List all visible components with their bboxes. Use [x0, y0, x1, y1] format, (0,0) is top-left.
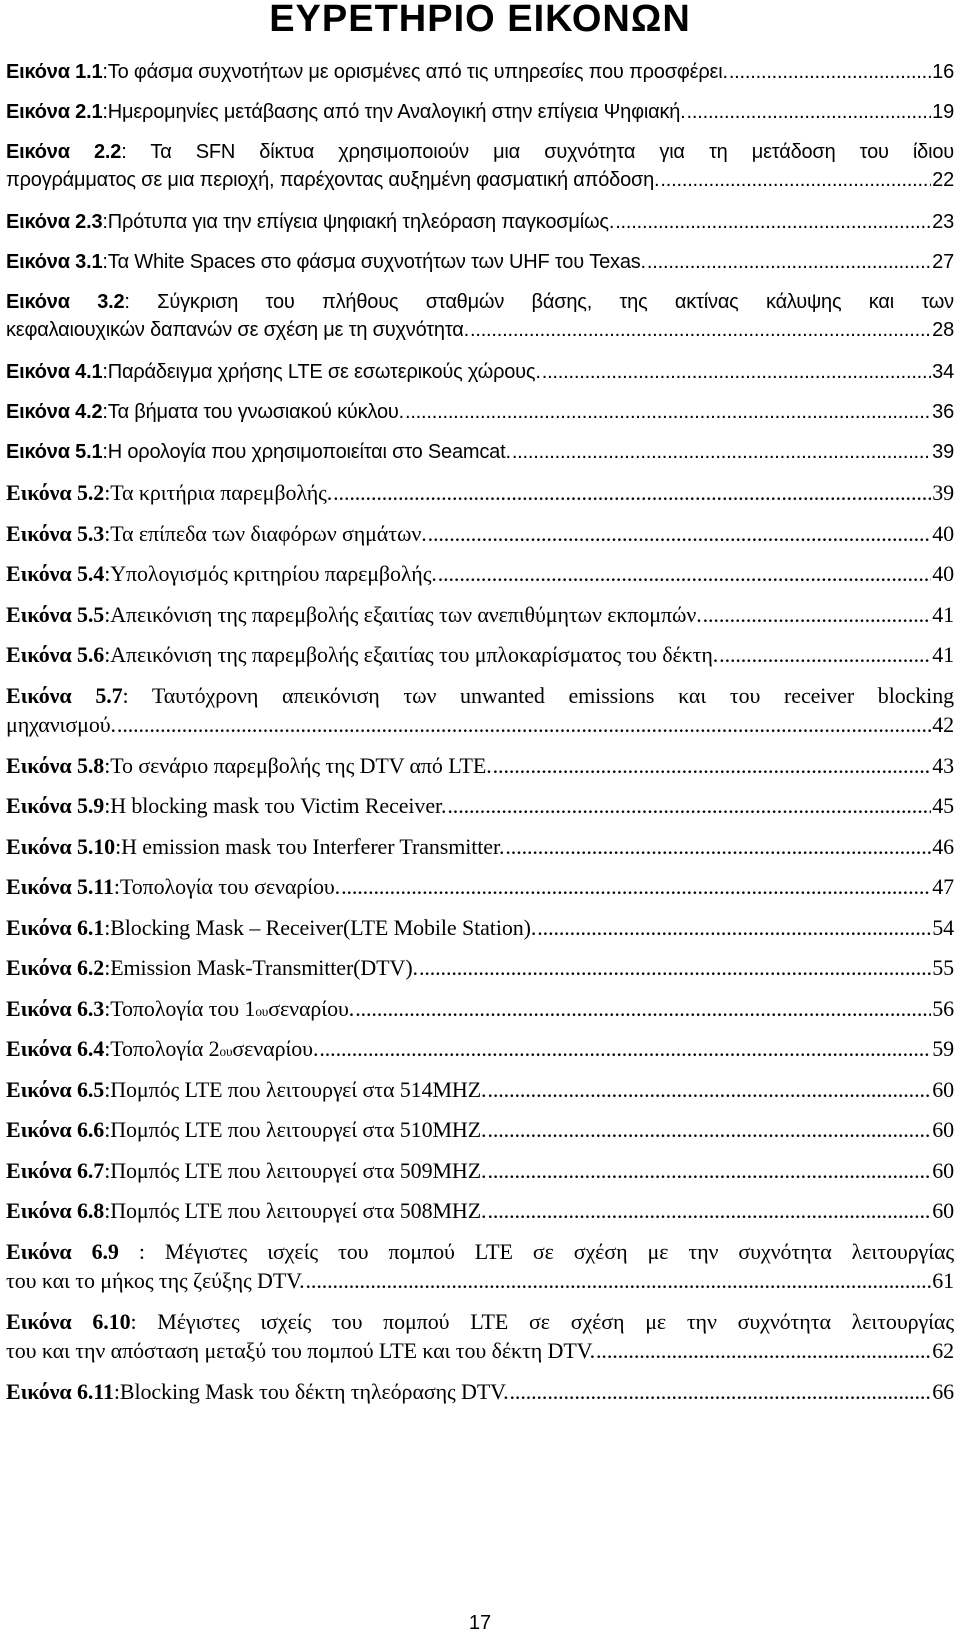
entry-text-rest: σεναρίου. — [232, 1036, 319, 1061]
entry-text: Σύγκριση του πλήθους σταθμών βάσης, της ακτίνας κάλυψης και των — [157, 291, 954, 313]
entry-page-number: 19 — [932, 101, 954, 123]
list-item[interactable] — [6, 994, 954, 1023]
entry-label: Εικόνα 6.5 — [6, 1076, 105, 1102]
entry-label: Εικόνα 5.6 — [6, 642, 105, 667]
entry-text: Τα κριτήρια παρεμβολής. — [110, 480, 333, 505]
dot-leader — [729, 58, 931, 86]
entry-page-number: 60 — [932, 1157, 954, 1183]
entry-line — [6, 1377, 954, 1406]
entry-label: Εικόνα 6.7 — [6, 1157, 105, 1183]
entry-text: Πομπός LTE που λειτουργεί στα 509MHZ. — [110, 1157, 487, 1183]
entry-page-number: 41 — [932, 601, 954, 627]
entry-first-line — [6, 1237, 954, 1266]
entry-label: Εικόνα 5.4 — [6, 561, 105, 586]
entry-text-continued: του και την απόσταση μεταξύ του πομπού LTE και του δέκτη DTV. — [6, 1337, 596, 1363]
dot-leader — [487, 1196, 931, 1225]
entry-label: Εικόνα 5.8 — [6, 752, 105, 778]
entry-first-line — [6, 1307, 954, 1336]
dot-leader — [447, 791, 931, 820]
entry-separator: : — [102, 211, 108, 233]
dot-leader — [306, 1266, 932, 1295]
entry-separator: : — [104, 480, 111, 505]
entry-label: Εικόνα 6.8 — [6, 1198, 105, 1223]
entry-page-number: 56 — [932, 995, 954, 1021]
entry-last-line — [6, 166, 954, 194]
list-item[interactable] — [6, 478, 954, 507]
entry-text: Τα White Spaces στο φάσμα συχνοτήτων των UHF του Texas. — [107, 251, 646, 273]
dot-leader — [487, 1075, 931, 1104]
dot-leader — [647, 248, 931, 276]
entry-label: Εικόνα 5.5 — [6, 601, 105, 627]
entry-separator: : — [113, 874, 120, 899]
entry-label: Εικόνα 5.10 — [6, 833, 116, 859]
entry-label: Εικόνα 6.3 — [6, 995, 105, 1021]
dot-leader — [405, 398, 931, 426]
entry-text: Η blocking mask του Victim Receiver. — [110, 793, 447, 818]
entry-page-number: 40 — [932, 520, 954, 546]
entry-separator: : — [104, 955, 111, 980]
entry-separator: : — [115, 833, 122, 859]
entry-separator: : — [102, 401, 108, 423]
entry-page-number: 42 — [932, 711, 954, 737]
entry-text-continued: μηχανισμού. — [6, 711, 116, 737]
entry-text: Υπολογισμός κριτηρίου παρεμβολής. — [110, 561, 437, 586]
entry-separator: : — [104, 995, 111, 1021]
list-item[interactable] — [6, 559, 954, 588]
list-item[interactable] — [6, 640, 954, 669]
entry-separator: : — [104, 1117, 111, 1142]
entry-separator: : — [102, 441, 108, 463]
entry-separator: : — [102, 101, 108, 123]
entry-separator: : — [104, 601, 111, 627]
entry-page-number: 46 — [932, 833, 954, 859]
entry-text: Τα βήματα του γνωσιακού κύκλου. — [107, 401, 404, 423]
entry-line — [6, 751, 954, 780]
entry-text: Το σενάριο παρεμβολής της DTV από LTE. — [110, 752, 492, 778]
dot-leader — [719, 640, 931, 669]
dot-leader — [319, 1034, 931, 1063]
list-item[interactable] — [6, 138, 954, 194]
entry-line — [6, 640, 954, 669]
entry-page-number: 34 — [932, 361, 954, 383]
dot-leader — [537, 913, 931, 942]
entry-page-number: 39 — [932, 441, 954, 463]
entry-separator: : — [104, 1036, 111, 1061]
entry-line — [6, 398, 954, 426]
entry-page-number: 61 — [932, 1267, 954, 1293]
entry-line — [6, 953, 954, 982]
entry-separator: : — [104, 914, 111, 940]
entry-text: Απεικόνιση της παρεμβολής εξαιτίας του μπλοκαρίσματος του δέκτη. — [110, 642, 719, 667]
list-item[interactable] — [6, 519, 954, 548]
entry-page-number: 54 — [932, 914, 954, 940]
entry-page-number: 16 — [932, 61, 954, 83]
entry-line — [6, 1075, 954, 1104]
entry-label: Εικόνα 2.2 — [6, 141, 122, 163]
entry-label: Εικόνα 4.2 — [6, 401, 103, 423]
entry-separator: : — [113, 1378, 120, 1404]
entry-page-number: 62 — [932, 1337, 954, 1363]
entry-label: Εικόνα 6.1 — [6, 914, 105, 940]
entry-text-rest: σεναρίου. — [268, 995, 355, 1021]
list-item[interactable] — [6, 398, 954, 426]
entry-line — [6, 600, 954, 629]
entry-page-number: 23 — [932, 211, 954, 233]
entry-text: Πομπός LTE που λειτουργεί στα 508MHZ. — [110, 1198, 487, 1223]
entry-label: Εικόνα 1.1 — [6, 61, 103, 83]
entry-label: Εικόνα 6.2 — [6, 955, 105, 980]
entry-label: Εικόνα 6.4 — [6, 1036, 105, 1061]
entry-label: Εικόνα 5.2 — [6, 480, 105, 505]
entry-separator: : — [124, 291, 158, 313]
dot-leader — [512, 438, 931, 466]
entry-page-number: 41 — [932, 642, 954, 667]
entry-label: Εικόνα 6.10 — [6, 1308, 131, 1334]
list-item[interactable] — [6, 953, 954, 982]
list-item[interactable] — [6, 1237, 954, 1295]
dot-leader — [660, 166, 931, 194]
entry-separator: : — [104, 642, 111, 667]
entry-last-line — [6, 316, 954, 344]
dot-leader — [615, 208, 931, 236]
dot-leader — [542, 358, 931, 386]
entry-label: Εικόνα 5.3 — [6, 520, 105, 546]
entry-page-number: 59 — [932, 1036, 954, 1061]
dot-leader — [117, 710, 931, 739]
entry-page-number: 66 — [932, 1378, 954, 1404]
dot-leader — [333, 478, 931, 507]
entry-page-number: 43 — [932, 752, 954, 778]
entry-page-number: 22 — [932, 169, 954, 191]
dot-leader — [428, 519, 932, 548]
list-item[interactable] — [6, 791, 954, 820]
dot-leader — [438, 559, 931, 588]
entry-separator: : — [102, 251, 108, 273]
list-item[interactable] — [6, 288, 954, 344]
entry-page-number: 60 — [932, 1117, 954, 1142]
entry-line — [6, 559, 954, 588]
entry-text: Τοπολογία 2 — [110, 1036, 220, 1061]
entry-label: Εικόνα 6.11 — [6, 1378, 114, 1404]
entry-page-number: 55 — [932, 955, 954, 980]
dot-leader — [703, 600, 932, 629]
entry-text-continued: προγράμματος σε μια περιοχή, παρέχοντας αυξημένη φασματική απόδοση. — [6, 169, 660, 191]
entry-separator: : — [104, 752, 111, 778]
entry-text: Τα SFN δίκτυα χρησιμοποιούν μια συχνότητα για τη μετάδοση του ίδιου — [150, 141, 954, 163]
entry-first-line — [6, 138, 954, 166]
entry-line — [6, 58, 954, 86]
entry-text: Απεικόνιση της παρεμβολής εξαιτίας των ανεπιθύμητων εκπομπών. — [110, 601, 702, 627]
entry-line — [6, 1196, 954, 1225]
list-item[interactable] — [6, 832, 954, 861]
entry-separator: : — [102, 361, 108, 383]
entry-text: Πρότυπα για την επίγεια ψηφιακή τηλεόραση παγκοσμίως. — [107, 211, 615, 233]
entry-text: Emission Mask-Transmitter(DTV). — [110, 955, 418, 980]
entry-line — [6, 791, 954, 820]
page-title: ΕΥΡΕΤΗΡΙΟ ΕΙΚΟΝΩΝ — [269, 0, 691, 40]
entry-label: Εικόνα 5.9 — [6, 793, 105, 818]
entry-line — [6, 478, 954, 507]
entry-page-number: 28 — [932, 319, 954, 341]
entry-separator: : — [130, 1308, 158, 1334]
entry-text: Τοπολογία του σεναρίου. — [119, 874, 341, 899]
dot-leader — [419, 953, 931, 982]
list-item[interactable] — [6, 872, 954, 901]
list-item[interactable] — [6, 1307, 954, 1365]
entry-text: Πομπός LTE που λειτουργεί στα 510MHZ. — [110, 1117, 487, 1142]
list-item[interactable] — [6, 358, 954, 386]
entry-label: Εικόνα 5.11 — [6, 874, 114, 899]
entry-page-number: 60 — [932, 1076, 954, 1102]
dot-leader — [510, 1377, 932, 1406]
entry-separator: : — [102, 61, 108, 83]
entry-separator: : — [118, 1238, 165, 1264]
entry-separator: : — [104, 561, 111, 586]
list-item[interactable] — [6, 913, 954, 942]
dot-leader — [341, 872, 931, 901]
dot-leader — [487, 1115, 931, 1144]
entry-text: Ημερομηνίες μετάβασης από την Αναλογική στην επίγεια Ψηφιακή. — [107, 101, 686, 123]
list-item[interactable] — [6, 681, 954, 739]
list-item[interactable] — [6, 1156, 954, 1185]
entry-page-number: 40 — [932, 561, 954, 586]
entry-page-number: 36 — [932, 401, 954, 423]
entry-text: Τοπολογία του 1 — [110, 995, 256, 1021]
list-item[interactable] — [6, 208, 954, 236]
entry-page-number: 60 — [932, 1198, 954, 1223]
list-of-figures — [6, 58, 954, 1417]
entry-label: Εικόνα 4.1 — [6, 361, 103, 383]
entry-label: Εικόνα 2.3 — [6, 211, 103, 233]
list-item[interactable] — [6, 58, 954, 86]
entry-text-continued: κεφαλαιουχικών δαπανών σε σχέση με τη συχνότητα. — [6, 319, 469, 341]
list-item[interactable] — [6, 1075, 954, 1104]
entry-line — [6, 1156, 954, 1185]
entry-line — [6, 248, 954, 276]
entry-separator: : — [104, 1198, 111, 1223]
dot-leader — [355, 994, 931, 1023]
entry-line — [6, 913, 954, 942]
entry-line — [6, 519, 954, 548]
entry-line — [6, 872, 954, 901]
entry-label: Εικόνα 6.9 — [6, 1238, 119, 1264]
dot-leader — [687, 98, 932, 126]
list-item[interactable] — [6, 1377, 954, 1406]
entry-last-line — [6, 1336, 954, 1365]
list-item[interactable] — [6, 438, 954, 466]
entry-line — [6, 358, 954, 386]
entry-separator: : — [104, 1157, 111, 1183]
entry-separator: : — [104, 1076, 111, 1102]
list-item[interactable] — [6, 248, 954, 276]
entry-text: Μέγιστες ισχείς του πομπού LTE σε σχέση με την συχνότητα λειτουργίας — [164, 1238, 954, 1264]
list-item[interactable] — [6, 751, 954, 780]
entry-last-line — [6, 1266, 954, 1295]
entry-label: Εικόνα 3.1 — [6, 251, 103, 273]
entry-page-number: 27 — [932, 251, 954, 273]
dot-leader — [487, 1156, 931, 1185]
entry-separator: : — [121, 141, 151, 163]
entry-label: Εικόνα 3.2 — [6, 291, 125, 313]
entry-separator: : — [104, 793, 111, 818]
entry-text: Blocking Mask – Receiver(LTE Mobile Station). — [110, 914, 537, 940]
entry-label: Εικόνα 2.1 — [6, 101, 103, 123]
entry-text: Η emission mask του Interferer Transmitter. — [121, 833, 505, 859]
entry-line — [6, 438, 954, 466]
entry-separator: : — [122, 682, 152, 708]
entry-page-number: 39 — [932, 480, 954, 505]
page-number: 17 — [468, 1612, 492, 1634]
dot-leader — [505, 832, 931, 861]
dot-leader — [470, 316, 931, 344]
entry-text: Blocking Mask του δέκτη τηλεόρασης DTV. — [119, 1378, 509, 1404]
entry-text: Παράδειγμα χρήσης LTE σε εσωτερικούς χώρους. — [107, 361, 541, 383]
list-item[interactable] — [6, 1034, 954, 1063]
entry-text: Πομπός LTE που λειτουργεί στα 514MHZ. — [110, 1076, 487, 1102]
list-item[interactable] — [6, 98, 954, 126]
list-item[interactable] — [6, 600, 954, 629]
list-item[interactable] — [6, 1196, 954, 1225]
entry-line — [6, 1115, 954, 1144]
entry-label: Εικόνα 5.7 — [6, 682, 123, 708]
entry-first-line — [6, 681, 954, 710]
entry-page-number: 45 — [932, 793, 954, 818]
entry-line: Εικόνα 6.3 : Τοπολογία του 1 ου σεναρίου. ..... 56 — [6, 994, 954, 1023]
entry-line — [6, 98, 954, 126]
entry-line — [6, 832, 954, 861]
dot-leader — [596, 1336, 931, 1365]
entry-text: Τα επίπεδα των διαφόρων σημάτων. — [110, 520, 427, 546]
entry-text: Η ορολογία που χρησιμοποιείται στο Seamcat. — [107, 441, 511, 463]
entry-text: Ταυτόχρονη απεικόνιση των unwanted emissions και του receiver blocking — [151, 682, 954, 708]
entry-line: Εικόνα 6.4 : Τοπολογία 2 ου σεναρίου. ..... 59 — [6, 1034, 954, 1063]
list-item[interactable] — [6, 1115, 954, 1144]
entry-separator: : — [104, 520, 111, 546]
entry-page-number: 47 — [932, 874, 954, 899]
entry-label: Εικόνα 5.1 — [6, 441, 103, 463]
entry-line — [6, 208, 954, 236]
entry-last-line — [6, 710, 954, 739]
entry-label: Εικόνα 6.6 — [6, 1117, 105, 1142]
entry-text: Το φάσμα συχνοτήτων με ορισμένες από τις υπηρεσίες που προσφέρει. — [107, 61, 728, 83]
entry-text: Μέγιστες ισχείς του πομπού LTE σε σχέση με την συχνότητα λειτουργίας — [157, 1308, 954, 1334]
entry-first-line — [6, 288, 954, 316]
entry-text-continued: του και το μήκος της ζεύξης DTV. — [6, 1267, 305, 1293]
dot-leader — [493, 751, 932, 780]
